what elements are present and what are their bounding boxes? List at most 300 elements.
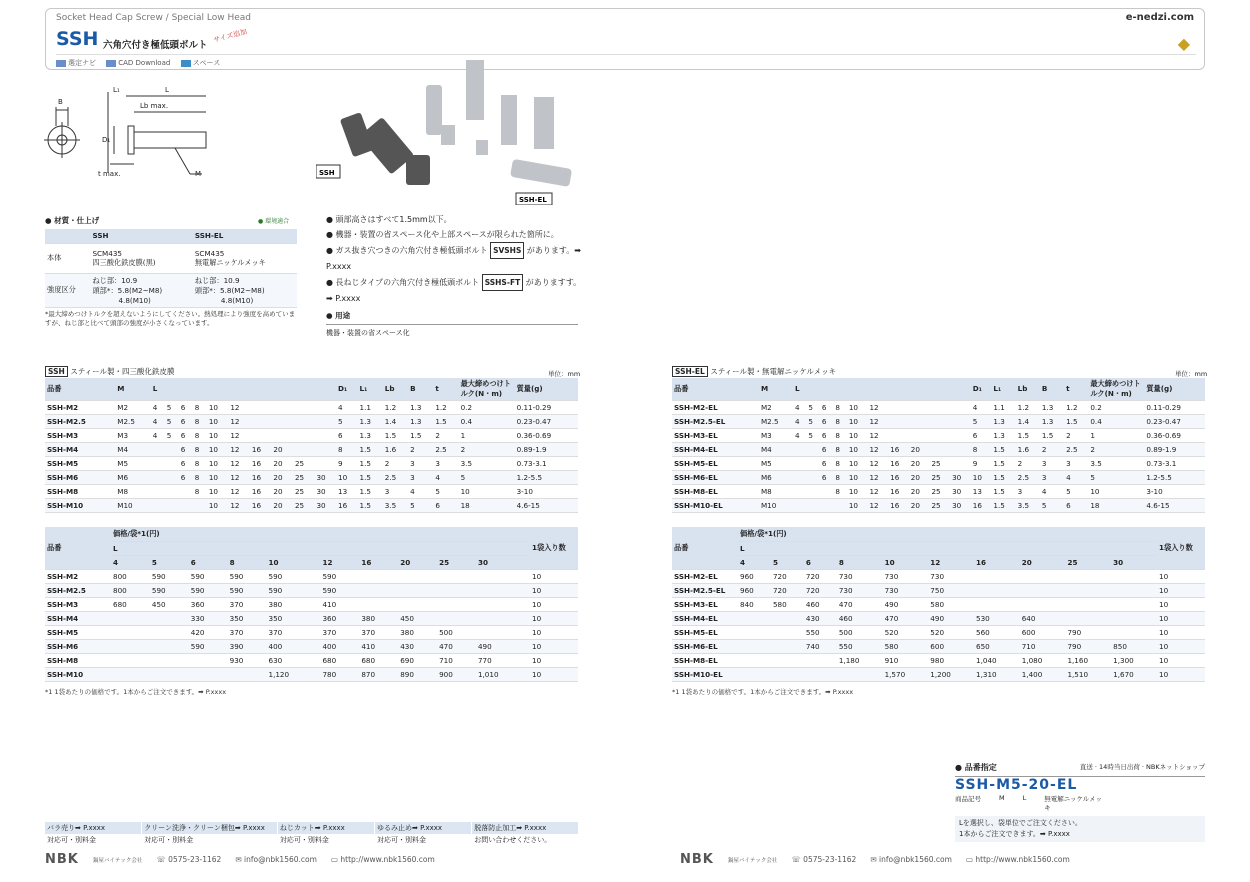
part-number: SSH-M2.5 <box>45 583 111 597</box>
dim-L1: L₁ <box>113 86 120 94</box>
table-cell: 13 <box>971 484 992 498</box>
table-cell <box>950 428 971 442</box>
table-cell <box>151 484 165 498</box>
table-cell <box>974 597 1020 611</box>
column-header: 質量(g) <box>1144 378 1205 400</box>
table-cell: 2 <box>433 428 458 442</box>
table-cell: 680 <box>111 597 150 611</box>
table-cell: 1,400 <box>1020 667 1066 681</box>
table-cell: 1.5 <box>408 428 433 442</box>
table-cell: 5 <box>1064 484 1088 498</box>
table-cell: 12 <box>867 470 888 484</box>
table-cell: 16 <box>250 442 272 456</box>
table-cell: 30 <box>950 484 971 498</box>
order-example: SSH-M5-20-EL <box>955 776 1205 793</box>
table-cell <box>271 428 293 442</box>
table-cell <box>1020 583 1066 597</box>
table-cell <box>250 414 272 428</box>
table-cell <box>293 428 315 442</box>
table-cell: 8 <box>833 470 846 484</box>
table-cell: 6 <box>820 400 833 414</box>
table-cell: 1.5 <box>1040 428 1064 442</box>
table-cell: 10 <box>530 583 578 597</box>
table-cell: 4 <box>971 400 992 414</box>
table-cell: 410 <box>359 639 398 653</box>
left-price-note: *1 1袋あたりの価格です。1本からご注文できます。➡ P.xxxx <box>45 688 227 696</box>
table-cell <box>150 639 189 653</box>
table-row <box>45 498 578 512</box>
left-spec-caption: SSH スティール製・四三酸化鉄皮膜 <box>45 366 174 377</box>
product-code: SSH <box>56 28 99 50</box>
table-row <box>45 456 578 470</box>
table-cell: 1.2-5.5 <box>515 470 578 484</box>
table-cell: 1.5 <box>991 456 1015 470</box>
part-number: SSH-M8-EL <box>672 484 759 498</box>
table-cell: 750 <box>928 583 974 597</box>
part-number: SSH-M3-EL <box>672 597 738 611</box>
nav-space[interactable]: スペース <box>181 59 221 67</box>
table-cell: 2 <box>383 456 408 470</box>
table-cell: 430 <box>804 611 837 625</box>
table-cell: 25 <box>929 456 950 470</box>
table-cell <box>111 639 150 653</box>
part-number: SSH-M2-EL <box>672 400 759 414</box>
table-cell: 8 <box>833 428 846 442</box>
table-cell: 18 <box>459 498 515 512</box>
table-cell: 1,670 <box>1111 667 1157 681</box>
table-cell: 10 <box>1157 639 1205 653</box>
table-cell: 6 <box>1064 498 1088 512</box>
table-cell: 380 <box>267 597 321 611</box>
table-cell: 10 <box>1157 667 1205 681</box>
table-cell: 3-10 <box>1144 484 1205 498</box>
table-cell <box>151 456 165 470</box>
part-number: SSH-M3 <box>45 428 115 442</box>
table-cell: 30 <box>314 484 336 498</box>
table-cell: 30 <box>950 498 971 512</box>
table-cell: 4 <box>408 484 433 498</box>
table-cell: 850 <box>1111 639 1157 653</box>
table-cell: 16 <box>888 498 909 512</box>
table-cell: 1.2 <box>1064 400 1088 414</box>
table-cell: 720 <box>771 583 804 597</box>
column-header: L <box>151 378 336 400</box>
table-cell: M4 <box>115 442 150 456</box>
part-number: SSH-M8 <box>45 484 115 498</box>
table-cell <box>1111 625 1157 639</box>
dim-t: t max. <box>98 170 121 178</box>
table-row <box>672 484 1205 498</box>
table-cell: 5 <box>165 414 179 428</box>
table-cell: 30 <box>950 470 971 484</box>
table-cell: 6 <box>433 498 458 512</box>
table-cell: 1.5 <box>1064 414 1088 428</box>
table-cell: 490 <box>883 597 929 611</box>
table-cell: 10 <box>847 484 868 498</box>
table-cell: 380 <box>398 625 437 639</box>
table-cell: 25 <box>929 484 950 498</box>
nbk-logo: NBK <box>680 852 714 867</box>
table-cell: 630 <box>267 653 321 667</box>
table-cell: 10 <box>207 414 229 428</box>
table-cell <box>150 653 189 667</box>
mail-icon: ✉ <box>235 855 242 864</box>
table-cell: 590 <box>189 569 228 583</box>
table-cell <box>950 414 971 428</box>
table-cell: 650 <box>974 639 1020 653</box>
column-header: 品番 <box>45 527 111 569</box>
table-cell <box>476 583 530 597</box>
table-cell: 1.3 <box>408 414 433 428</box>
service-item[interactable]: ゆるみ止め➡ P.xxxx 対応可・別料金 <box>375 822 472 846</box>
table-cell: 20 <box>909 498 930 512</box>
use-heading: ● 用途 <box>326 311 351 320</box>
column-header: Lb <box>383 378 408 400</box>
table-cell <box>1020 597 1066 611</box>
table-cell: 10 <box>1088 484 1144 498</box>
table-cell: 1.5 <box>358 484 383 498</box>
table-cell: 16 <box>250 484 272 498</box>
service-item[interactable]: ねじカット➡ P.xxxx 対応可・別料金 <box>278 822 375 846</box>
table-cell <box>929 414 950 428</box>
table-cell <box>820 498 833 512</box>
table-cell: 1.5 <box>358 470 383 484</box>
phone-link[interactable]: ☏ 0575-23-1162 <box>156 855 222 864</box>
table-cell: 370 <box>228 597 267 611</box>
table-cell: 580 <box>883 639 929 653</box>
table-cell: 2 <box>408 442 433 456</box>
table-cell: 6 <box>179 428 193 442</box>
table-cell: 4 <box>151 400 165 414</box>
column-header: L <box>793 378 971 400</box>
column-header: 価格/袋*1(円) <box>738 527 1157 541</box>
table-row <box>45 414 578 428</box>
table-cell <box>189 653 228 667</box>
technical-drawing <box>40 82 220 182</box>
table-row <box>672 639 1205 653</box>
table-cell <box>837 667 883 681</box>
table-cell <box>1065 597 1111 611</box>
eco-badge: ● 環境適合 <box>258 218 290 225</box>
table-cell: 1,200 <box>928 667 974 681</box>
nav-cad[interactable]: CAD Download <box>106 59 170 67</box>
order-spec: ● 品番指定 直送 · 14時当日出荷 · NBKネットショップ SSH-M5-20-EL 商品記号 M L 無電解ニッケルメッキ Lを選択し、袋単位でご注文ください。 1本からご注文できます。➡ P.xxxx <box>955 762 1205 842</box>
mail-link[interactable]: ✉ info@nbk1560.com <box>235 855 317 864</box>
table-cell: 390 <box>228 639 267 653</box>
table-cell: 1.5 <box>358 442 383 456</box>
table-cell: 530 <box>974 611 1020 625</box>
table-cell <box>793 456 806 470</box>
table-cell: 10 <box>530 569 578 583</box>
right-unit: 単位：mm <box>1175 370 1208 378</box>
table-cell: 5 <box>1040 498 1064 512</box>
table-cell: 590 <box>267 583 321 597</box>
feature-item: ● 長ねじタイプの六角穴付き極低頭ボルト SSHS-FT がありますす。➡ P.xxxx <box>326 274 582 306</box>
table-cell <box>228 667 267 681</box>
table-cell <box>111 625 150 639</box>
table-cell: 400 <box>320 639 359 653</box>
table-cell: 25 <box>293 484 315 498</box>
service-item[interactable]: バラ売り➡ P.xxxx 対応可・別料金 <box>45 822 142 846</box>
table-cell: 10 <box>1157 653 1205 667</box>
table-cell: 360 <box>320 611 359 625</box>
material-note: *最大締めつけトルクを超えないようにしてください。熱処理により強度を高めていますが、ねじ部と比べて頭部の強度が小さくなっています。 <box>45 310 296 327</box>
table-cell: M6 <box>115 470 150 484</box>
table-cell: 6 <box>179 456 193 470</box>
table-cell: 10 <box>847 456 868 470</box>
table-cell <box>293 414 315 428</box>
subtitle: Socket Head Cap Screw / Special Low Head <box>56 13 251 23</box>
photo-label-ssh-el: SSH-EL <box>519 196 547 204</box>
service-item[interactable]: クリーン洗浄・クリーン梱包➡ P.xxxx 対応可・別料金 <box>142 822 278 846</box>
table-cell: 1.3 <box>991 414 1015 428</box>
table-cell <box>271 414 293 428</box>
space-icon <box>181 60 191 67</box>
same-day-tag: 14時当日出荷 <box>1099 763 1140 771</box>
table-cell <box>888 400 909 414</box>
table-cell: 5 <box>408 498 433 512</box>
column-header: 30 <box>1111 555 1157 569</box>
table-cell: 16 <box>888 470 909 484</box>
table-row <box>672 428 1205 442</box>
table-cell: M10 <box>759 498 793 512</box>
dim-B: B <box>58 98 63 106</box>
table-cell: 6 <box>179 400 193 414</box>
product-photo <box>316 55 586 205</box>
part-number: SSH-M10 <box>45 667 111 681</box>
table-cell: 5 <box>806 400 819 414</box>
left-price-table <box>45 527 578 682</box>
table-cell <box>476 625 530 639</box>
table-cell: 10 <box>1157 597 1205 611</box>
table-cell: 470 <box>437 639 476 653</box>
part-number: SSH-M8-EL <box>672 653 738 667</box>
table-cell <box>1065 611 1111 625</box>
part-number: SSH-M10-EL <box>672 667 738 681</box>
table-cell: 370 <box>228 625 267 639</box>
table-cell: 12 <box>228 456 250 470</box>
table-cell: 30 <box>314 498 336 512</box>
table-cell <box>793 484 806 498</box>
table-cell: 16 <box>888 442 909 456</box>
table-cell: 1.5 <box>358 456 383 470</box>
table-cell: 16 <box>336 498 358 512</box>
table-cell: 4 <box>433 470 458 484</box>
table-cell: 2 <box>1064 428 1088 442</box>
table-cell: 20 <box>271 498 293 512</box>
table-cell: M5 <box>115 456 150 470</box>
mail-link[interactable]: ✉ info@nbk1560.com <box>870 855 952 864</box>
page-title: 六角穴付き極低頭ボルト <box>103 40 208 51</box>
phone-link[interactable]: ☏ 0575-23-1162 <box>791 855 857 864</box>
service-item[interactable]: 脱落防止加工➡ P.xxxx お問い合わせください。 <box>472 822 578 846</box>
table-cell: 600 <box>928 639 974 653</box>
table-cell: 580 <box>928 597 974 611</box>
column-header: 20 <box>1020 555 1066 569</box>
table-cell: 5 <box>433 484 458 498</box>
table-cell: 400 <box>267 639 321 653</box>
table-cell: 370 <box>267 625 321 639</box>
table-cell: 10 <box>207 470 229 484</box>
table-cell: 4 <box>151 414 165 428</box>
table-cell: 1.3 <box>1040 414 1064 428</box>
table-cell: 10 <box>1157 611 1205 625</box>
table-cell: 790 <box>1065 639 1111 653</box>
table-cell: 12 <box>228 442 250 456</box>
dim-L: L <box>165 86 169 94</box>
table-cell <box>738 625 771 639</box>
column-header: 16 <box>974 555 1020 569</box>
table-cell: 8 <box>833 400 846 414</box>
sshs-ft-link[interactable]: SSHS-FT <box>482 274 524 291</box>
table-cell: 3 <box>1040 470 1064 484</box>
table-cell: M2 <box>759 400 793 414</box>
table-cell <box>950 456 971 470</box>
table-cell: 6 <box>971 428 992 442</box>
table-cell <box>1111 611 1157 625</box>
table-cell: 0.4 <box>1088 414 1144 428</box>
table-cell <box>293 400 315 414</box>
table-cell: 12 <box>867 456 888 470</box>
table-cell: 330 <box>189 611 228 625</box>
table-cell: 10 <box>847 428 868 442</box>
table-cell: 380 <box>359 611 398 625</box>
table-cell <box>738 611 771 625</box>
part-number: SSH-M6-EL <box>672 639 738 653</box>
table-cell <box>771 625 804 639</box>
table-cell <box>806 470 819 484</box>
table-cell <box>398 597 437 611</box>
url-link[interactable]: ▭ http://www.nbk1560.com <box>965 855 1070 864</box>
table-cell: 3 <box>383 484 408 498</box>
table-cell: 8 <box>833 442 846 456</box>
table-cell: 930 <box>228 653 267 667</box>
table-row <box>45 639 578 653</box>
table-cell: 1,120 <box>267 667 321 681</box>
table-cell: M5 <box>759 456 793 470</box>
column-header: L₁ <box>991 378 1015 400</box>
column-header: L₁ <box>358 378 383 400</box>
table-cell: 6 <box>179 414 193 428</box>
table-cell: 8 <box>336 442 358 456</box>
table-cell <box>950 442 971 456</box>
table-cell: 1.3 <box>1040 400 1064 414</box>
table-cell <box>888 428 909 442</box>
table-cell: 10 <box>207 400 229 414</box>
table-row <box>45 667 578 681</box>
table-cell <box>314 400 336 414</box>
table-cell: 3 <box>433 456 458 470</box>
table-cell: 2.5 <box>433 442 458 456</box>
table-cell: 5 <box>336 414 358 428</box>
table-cell: 720 <box>804 569 837 583</box>
table-cell <box>771 639 804 653</box>
table-cell: 0.36-0.69 <box>1144 428 1205 442</box>
table-row <box>45 400 578 414</box>
phone-icon: ☏ <box>156 855 166 864</box>
table-cell: 25 <box>293 498 315 512</box>
feature-item: ● ガス抜き穴つきの六角穴付き極低頭ボルト SVSHS があります。➡ P.xxxx <box>326 242 582 274</box>
table-cell: 12 <box>228 484 250 498</box>
table-cell <box>806 442 819 456</box>
table-cell: 1,510 <box>1065 667 1111 681</box>
part-number: SSH-M5-EL <box>672 625 738 639</box>
table-cell: 890 <box>398 667 437 681</box>
table-cell: 0.73-3.1 <box>1144 456 1205 470</box>
table-cell: 1.5 <box>1016 428 1040 442</box>
table-row <box>672 625 1205 639</box>
column-header: 10 <box>883 555 929 569</box>
column-header: M <box>115 378 150 400</box>
table-cell <box>150 625 189 639</box>
left-spec-table <box>45 378 578 513</box>
table-cell: 6 <box>820 428 833 442</box>
table-cell: 690 <box>398 653 437 667</box>
table-cell: 3 <box>1064 456 1088 470</box>
table-cell: 4 <box>793 414 806 428</box>
table-cell: 900 <box>437 667 476 681</box>
table-cell <box>165 470 179 484</box>
url-link[interactable]: ▭ http://www.nbk1560.com <box>330 855 435 864</box>
table-cell: 350 <box>228 611 267 625</box>
table-cell: 5 <box>806 428 819 442</box>
table-cell: 18 <box>1088 498 1144 512</box>
footer-right: NBK 鍋屋バイテック会社 ☏ 0575-23-1162 ✉ info@nbk1560.com ▭ http://www.nbk1560.com <box>680 852 1070 867</box>
table-cell: 10 <box>847 442 868 456</box>
table-cell: 1.1 <box>991 400 1015 414</box>
table-cell: 730 <box>883 583 929 597</box>
svshs-link[interactable]: SVSHS <box>490 242 524 259</box>
table-cell <box>793 498 806 512</box>
table-cell: 550 <box>804 625 837 639</box>
table-cell: 590 <box>228 583 267 597</box>
table-cell: 10 <box>207 428 229 442</box>
table-cell: 1.5 <box>433 414 458 428</box>
column-header: L <box>111 541 530 555</box>
table-cell: 10 <box>847 470 868 484</box>
table-cell: 10 <box>530 597 578 611</box>
table-cell: 550 <box>837 639 883 653</box>
table-cell <box>398 583 437 597</box>
table-cell <box>437 611 476 625</box>
table-cell: M8 <box>759 484 793 498</box>
material-heading: ● 材質・仕上げ <box>45 216 100 225</box>
table-cell: 1,010 <box>476 667 530 681</box>
table-cell: 1.1 <box>358 400 383 414</box>
brand-logo[interactable]: e-nedzi.com <box>1125 12 1194 23</box>
table-cell: 20 <box>909 442 930 456</box>
table-cell: 3.5 <box>459 456 515 470</box>
table-cell: 3.5 <box>1016 498 1040 512</box>
table-cell: 20 <box>271 484 293 498</box>
table-cell: 370 <box>320 625 359 639</box>
table-cell: 16 <box>250 456 272 470</box>
table-cell: 20 <box>909 484 930 498</box>
column-header: D₁ <box>971 378 992 400</box>
column-header: 12 <box>320 555 359 569</box>
table-cell <box>929 428 950 442</box>
table-cell: 1.5 <box>991 442 1015 456</box>
table-cell: 0.2 <box>1088 400 1144 414</box>
nav-select[interactable]: 選定ナビ <box>56 59 96 67</box>
table-cell: 710 <box>1020 639 1066 653</box>
table-cell <box>359 569 398 583</box>
table-cell <box>909 428 930 442</box>
table-cell: 490 <box>928 611 974 625</box>
table-cell <box>974 569 1020 583</box>
table-cell <box>151 442 165 456</box>
table-cell <box>271 400 293 414</box>
